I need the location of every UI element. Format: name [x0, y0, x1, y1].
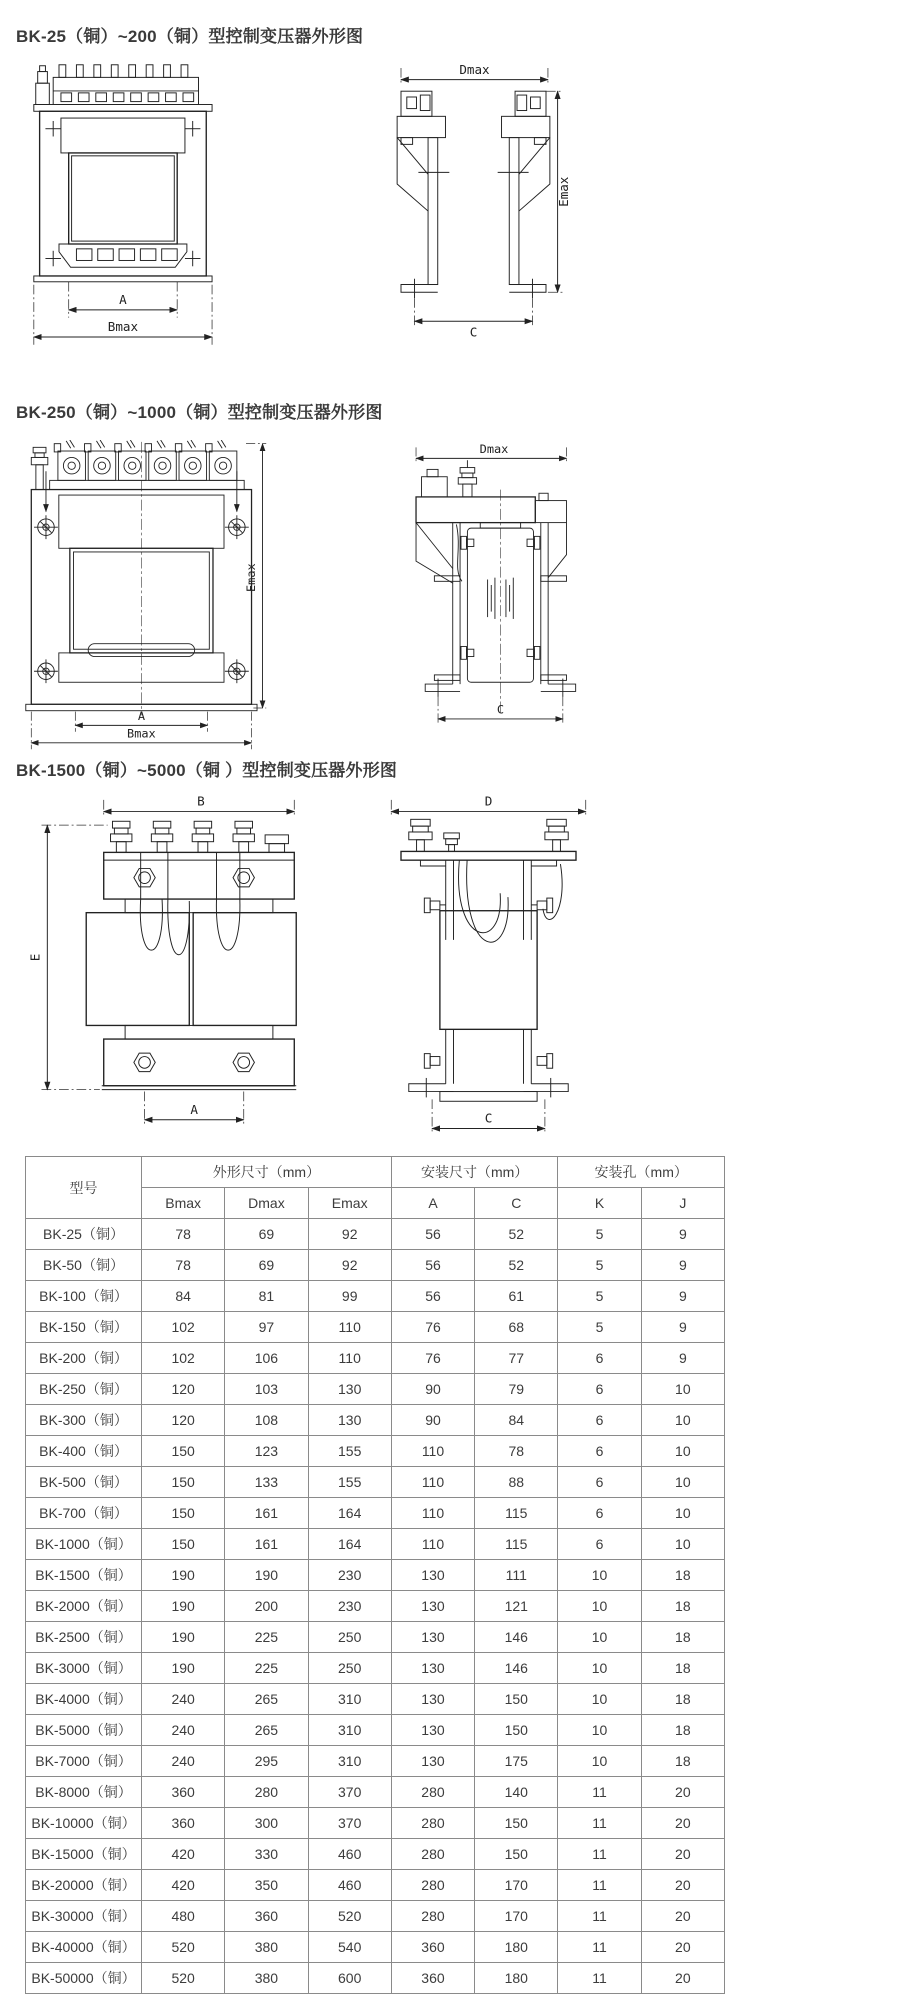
table-row [26, 1281, 725, 1312]
value-cell: 11 [558, 1808, 641, 1839]
table-row [26, 1870, 725, 1901]
dim-label-dmax: Dmax [479, 441, 509, 456]
value-cell: 190 [142, 1560, 225, 1591]
value-cell: 20 [641, 1901, 724, 1932]
dim-label-a: A [190, 1101, 198, 1117]
value-cell: 175 [475, 1746, 558, 1777]
value-cell: 146 [475, 1653, 558, 1684]
value-cell: 20 [641, 1808, 724, 1839]
value-cell: 20 [641, 1870, 724, 1901]
model-cell: BK-150（铜） [26, 1312, 142, 1343]
dim-label-bmax: Bmax [107, 319, 139, 335]
table-row [26, 1219, 725, 1250]
value-cell: 130 [391, 1684, 474, 1715]
model-cell: BK-10000（铜） [26, 1808, 142, 1839]
value-cell: 10 [641, 1529, 724, 1560]
value-cell: 380 [225, 1932, 308, 1963]
value-cell: 11 [558, 1963, 641, 1994]
value-cell: 230 [308, 1560, 391, 1591]
section2-title: BK-250（铜）~1000（铜）型控制变压器外形图 [16, 403, 383, 422]
transformer-side-drawing-medium [372, 440, 583, 752]
value-cell: 520 [142, 1932, 225, 1963]
table-row [26, 1777, 725, 1808]
dim-label-e: E [27, 953, 43, 962]
model-cell: BK-3000（铜） [26, 1653, 142, 1684]
model-cell: BK-100（铜） [26, 1281, 142, 1312]
model-cell: BK-20000（铜） [26, 1870, 142, 1901]
value-cell: 230 [308, 1591, 391, 1622]
subheader-j: J [641, 1188, 724, 1219]
value-cell: 360 [391, 1963, 474, 1994]
value-cell: 56 [391, 1250, 474, 1281]
model-cell: BK-30000（铜） [26, 1901, 142, 1932]
value-cell: 310 [308, 1715, 391, 1746]
model-cell: BK-8000（铜） [26, 1777, 142, 1808]
front-view-drawing [26, 440, 257, 715]
value-cell: 150 [475, 1839, 558, 1870]
dim-label-c: C [496, 702, 505, 717]
value-cell: 10 [641, 1467, 724, 1498]
value-cell: 20 [641, 1963, 724, 1994]
value-cell: 56 [391, 1219, 474, 1250]
table-row [26, 1405, 725, 1436]
table-row [26, 1684, 725, 1715]
value-cell: 18 [641, 1560, 724, 1591]
value-cell: 18 [641, 1622, 724, 1653]
table-row [26, 1498, 725, 1529]
value-cell: 150 [475, 1684, 558, 1715]
value-cell: 170 [475, 1901, 558, 1932]
value-cell: 110 [308, 1343, 391, 1374]
dim-label-c: C [469, 324, 478, 340]
value-cell: 110 [391, 1529, 474, 1560]
value-cell: 18 [641, 1715, 724, 1746]
value-cell: 76 [391, 1312, 474, 1343]
value-cell: 90 [391, 1405, 474, 1436]
value-cell: 110 [391, 1498, 474, 1529]
section2-side-view [372, 440, 583, 752]
subheader-c: C [475, 1188, 558, 1219]
value-cell: 115 [475, 1529, 558, 1560]
value-cell: 76 [391, 1343, 474, 1374]
dim-label-dmax: Dmax [459, 61, 490, 77]
value-cell: 69 [225, 1219, 308, 1250]
table-row [26, 1560, 725, 1591]
model-cell: BK-250（铜） [26, 1374, 142, 1405]
table-row [26, 1963, 725, 1994]
value-cell: 79 [475, 1374, 558, 1405]
front-view-drawing [86, 821, 296, 1089]
value-cell: 240 [142, 1684, 225, 1715]
value-cell: 6 [558, 1529, 641, 1560]
value-cell: 10 [558, 1591, 641, 1622]
value-cell: 164 [308, 1529, 391, 1560]
value-cell: 180 [475, 1963, 558, 1994]
table-row [26, 1436, 725, 1467]
value-cell: 106 [225, 1343, 308, 1374]
table-row [26, 1808, 725, 1839]
value-cell: 6 [558, 1436, 641, 1467]
model-cell: BK-4000（铜） [26, 1684, 142, 1715]
header-model: 型号 [26, 1157, 142, 1219]
value-cell: 6 [558, 1343, 641, 1374]
value-cell: 190 [142, 1653, 225, 1684]
value-cell: 110 [391, 1436, 474, 1467]
value-cell: 99 [308, 1281, 391, 1312]
value-cell: 6 [558, 1498, 641, 1529]
value-cell: 77 [475, 1343, 558, 1374]
value-cell: 250 [308, 1653, 391, 1684]
dim-label-bmax: Bmax [127, 726, 156, 741]
subheader-dmax: Dmax [225, 1188, 308, 1219]
value-cell: 133 [225, 1467, 308, 1498]
table-row [26, 1746, 725, 1777]
value-cell: 295 [225, 1746, 308, 1777]
value-cell: 18 [641, 1746, 724, 1777]
value-cell: 84 [475, 1405, 558, 1436]
subheader-k: K [558, 1188, 641, 1219]
value-cell: 103 [225, 1374, 308, 1405]
section3-front-view [18, 796, 310, 1146]
value-cell: 155 [308, 1436, 391, 1467]
value-cell: 5 [558, 1219, 641, 1250]
transformer-front-drawing-large [18, 796, 310, 1146]
value-cell: 130 [308, 1405, 391, 1436]
value-cell: 240 [142, 1746, 225, 1777]
value-cell: 150 [475, 1808, 558, 1839]
value-cell: 18 [641, 1684, 724, 1715]
model-cell: BK-15000（铜） [26, 1839, 142, 1870]
value-cell: 52 [475, 1250, 558, 1281]
value-cell: 161 [225, 1529, 308, 1560]
value-cell: 460 [308, 1839, 391, 1870]
value-cell: 280 [391, 1808, 474, 1839]
table-row [26, 1715, 725, 1746]
value-cell: 250 [308, 1622, 391, 1653]
value-cell: 108 [225, 1405, 308, 1436]
value-cell: 265 [225, 1684, 308, 1715]
value-cell: 18 [641, 1591, 724, 1622]
value-cell: 120 [142, 1405, 225, 1436]
value-cell: 9 [641, 1281, 724, 1312]
value-cell: 11 [558, 1839, 641, 1870]
value-cell: 280 [225, 1777, 308, 1808]
value-cell: 10 [558, 1684, 641, 1715]
value-cell: 150 [142, 1436, 225, 1467]
value-cell: 360 [225, 1901, 308, 1932]
table-row [26, 1529, 725, 1560]
value-cell: 6 [558, 1374, 641, 1405]
dim-label-emax: Emax [556, 176, 572, 207]
value-cell: 265 [225, 1715, 308, 1746]
value-cell: 190 [142, 1591, 225, 1622]
table-row [26, 1653, 725, 1684]
value-cell: 69 [225, 1250, 308, 1281]
model-cell: BK-40000（铜） [26, 1932, 142, 1963]
value-cell: 11 [558, 1901, 641, 1932]
value-cell: 360 [142, 1777, 225, 1808]
value-cell: 56 [391, 1281, 474, 1312]
value-cell: 10 [558, 1715, 641, 1746]
value-cell: 10 [558, 1622, 641, 1653]
front-view-dimensions [34, 282, 212, 345]
header-mounting-dims: 安装尺寸（mm） [391, 1157, 558, 1188]
dim-label-c: C [484, 1110, 493, 1126]
table-row [26, 1839, 725, 1870]
value-cell: 161 [225, 1498, 308, 1529]
value-cell: 240 [142, 1715, 225, 1746]
value-cell: 280 [391, 1901, 474, 1932]
dim-label-emax: Emax [244, 563, 259, 592]
value-cell: 18 [641, 1653, 724, 1684]
value-cell: 52 [475, 1219, 558, 1250]
side-view-drawing [397, 91, 550, 298]
subheader-emax: Emax [308, 1188, 391, 1219]
value-cell: 280 [391, 1839, 474, 1870]
subheader-bmax: Bmax [142, 1188, 225, 1219]
value-cell: 370 [308, 1777, 391, 1808]
table-row [26, 1901, 725, 1932]
value-cell: 10 [558, 1653, 641, 1684]
transformer-side-drawing-small [372, 58, 575, 368]
value-cell: 380 [225, 1963, 308, 1994]
value-cell: 123 [225, 1436, 308, 1467]
value-cell: 200 [225, 1591, 308, 1622]
value-cell: 225 [225, 1653, 308, 1684]
spec-table-container [25, 1156, 725, 1994]
header-outline-dims: 外形尺寸（mm） [142, 1157, 392, 1188]
transformer-side-drawing-large [362, 796, 615, 1146]
section1-front-view [24, 58, 218, 368]
section2-front-view [22, 440, 270, 752]
value-cell: 84 [142, 1281, 225, 1312]
value-cell: 92 [308, 1219, 391, 1250]
value-cell: 90 [391, 1374, 474, 1405]
value-cell: 11 [558, 1932, 641, 1963]
value-cell: 140 [475, 1777, 558, 1808]
value-cell: 78 [475, 1436, 558, 1467]
value-cell: 310 [308, 1746, 391, 1777]
table-row [26, 1591, 725, 1622]
value-cell: 5 [558, 1312, 641, 1343]
model-cell: BK-5000（铜） [26, 1715, 142, 1746]
value-cell: 170 [475, 1870, 558, 1901]
value-cell: 520 [308, 1901, 391, 1932]
transformer-front-drawing-medium [22, 440, 270, 752]
value-cell: 180 [475, 1932, 558, 1963]
model-cell: BK-200（铜） [26, 1343, 142, 1374]
table-row [26, 1932, 725, 1963]
value-cell: 310 [308, 1684, 391, 1715]
value-cell: 130 [308, 1374, 391, 1405]
value-cell: 130 [391, 1715, 474, 1746]
value-cell: 10 [641, 1498, 724, 1529]
value-cell: 97 [225, 1312, 308, 1343]
value-cell: 460 [308, 1870, 391, 1901]
value-cell: 78 [142, 1219, 225, 1250]
spec-table-body [26, 1219, 725, 1994]
value-cell: 120 [142, 1374, 225, 1405]
value-cell: 540 [308, 1932, 391, 1963]
value-cell: 164 [308, 1498, 391, 1529]
value-cell: 300 [225, 1808, 308, 1839]
model-cell: BK-400（铜） [26, 1436, 142, 1467]
value-cell: 78 [142, 1250, 225, 1281]
table-row [26, 1250, 725, 1281]
value-cell: 130 [391, 1560, 474, 1591]
model-cell: BK-25（铜） [26, 1219, 142, 1250]
value-cell: 10 [558, 1560, 641, 1591]
model-cell: BK-2500（铜） [26, 1622, 142, 1653]
value-cell: 360 [142, 1808, 225, 1839]
value-cell: 280 [391, 1870, 474, 1901]
dim-label-a: A [137, 708, 145, 723]
dim-label-b: B [197, 796, 205, 809]
value-cell: 150 [475, 1715, 558, 1746]
value-cell: 61 [475, 1281, 558, 1312]
value-cell: 11 [558, 1870, 641, 1901]
value-cell: 9 [641, 1343, 724, 1374]
front-view-drawing [34, 65, 212, 282]
value-cell: 9 [641, 1250, 724, 1281]
model-cell: BK-300（铜） [26, 1405, 142, 1436]
value-cell: 420 [142, 1870, 225, 1901]
model-cell: BK-1000（铜） [26, 1529, 142, 1560]
table-row [26, 1467, 725, 1498]
value-cell: 420 [142, 1839, 225, 1870]
value-cell: 102 [142, 1343, 225, 1374]
value-cell: 150 [142, 1498, 225, 1529]
value-cell: 370 [308, 1808, 391, 1839]
value-cell: 111 [475, 1560, 558, 1591]
model-cell: BK-500（铜） [26, 1467, 142, 1498]
value-cell: 5 [558, 1281, 641, 1312]
value-cell: 20 [641, 1839, 724, 1870]
value-cell: 110 [308, 1312, 391, 1343]
value-cell: 102 [142, 1312, 225, 1343]
model-cell: BK-1500（铜） [26, 1560, 142, 1591]
side-view-drawing [401, 819, 576, 1101]
table-header-group-row [26, 1157, 725, 1188]
table-row [26, 1312, 725, 1343]
value-cell: 150 [142, 1529, 225, 1560]
value-cell: 150 [142, 1467, 225, 1498]
dim-label-a: A [119, 292, 127, 308]
section1-title: BK-25（铜）~200（铜）型控制变压器外形图 [16, 27, 364, 46]
front-view-dimensions [28, 796, 295, 1127]
value-cell: 130 [391, 1591, 474, 1622]
value-cell: 155 [308, 1467, 391, 1498]
transformer-front-drawing-small [24, 58, 218, 368]
value-cell: 9 [641, 1312, 724, 1343]
value-cell: 130 [391, 1653, 474, 1684]
value-cell: 10 [641, 1374, 724, 1405]
value-cell: 6 [558, 1405, 641, 1436]
value-cell: 81 [225, 1281, 308, 1312]
dim-label-d: D [484, 796, 493, 809]
value-cell: 6 [558, 1467, 641, 1498]
table-row [26, 1343, 725, 1374]
section3-side-view [362, 796, 615, 1146]
value-cell: 10 [558, 1746, 641, 1777]
value-cell: 130 [391, 1746, 474, 1777]
model-cell: BK-50（铜） [26, 1250, 142, 1281]
value-cell: 10 [641, 1436, 724, 1467]
value-cell: 11 [558, 1777, 641, 1808]
subheader-a: A [391, 1188, 474, 1219]
value-cell: 88 [475, 1467, 558, 1498]
value-cell: 360 [391, 1932, 474, 1963]
value-cell: 280 [391, 1777, 474, 1808]
value-cell: 130 [391, 1622, 474, 1653]
model-cell: BK-7000（铜） [26, 1746, 142, 1777]
value-cell: 600 [308, 1963, 391, 1994]
value-cell: 190 [142, 1622, 225, 1653]
spec-table [25, 1156, 725, 1994]
value-cell: 225 [225, 1622, 308, 1653]
value-cell: 480 [142, 1901, 225, 1932]
value-cell: 68 [475, 1312, 558, 1343]
value-cell: 20 [641, 1932, 724, 1963]
value-cell: 190 [225, 1560, 308, 1591]
value-cell: 350 [225, 1870, 308, 1901]
value-cell: 110 [391, 1467, 474, 1498]
model-cell: BK-50000（铜） [26, 1963, 142, 1994]
value-cell: 330 [225, 1839, 308, 1870]
model-cell: BK-700（铜） [26, 1498, 142, 1529]
section1-side-view [372, 58, 575, 368]
section3-title: BK-1500（铜）~5000（铜 ）型控制变压器外形图 [16, 761, 398, 780]
value-cell: 92 [308, 1250, 391, 1281]
table-row [26, 1622, 725, 1653]
value-cell: 146 [475, 1622, 558, 1653]
value-cell: 115 [475, 1498, 558, 1529]
value-cell: 9 [641, 1219, 724, 1250]
table-row [26, 1374, 725, 1405]
model-cell: BK-2000（铜） [26, 1591, 142, 1622]
value-cell: 121 [475, 1591, 558, 1622]
value-cell: 5 [558, 1250, 641, 1281]
value-cell: 520 [142, 1963, 225, 1994]
value-cell: 10 [641, 1405, 724, 1436]
header-mounting-holes: 安装孔（mm） [558, 1157, 725, 1188]
value-cell: 20 [641, 1777, 724, 1808]
side-view-drawing [416, 460, 576, 715]
